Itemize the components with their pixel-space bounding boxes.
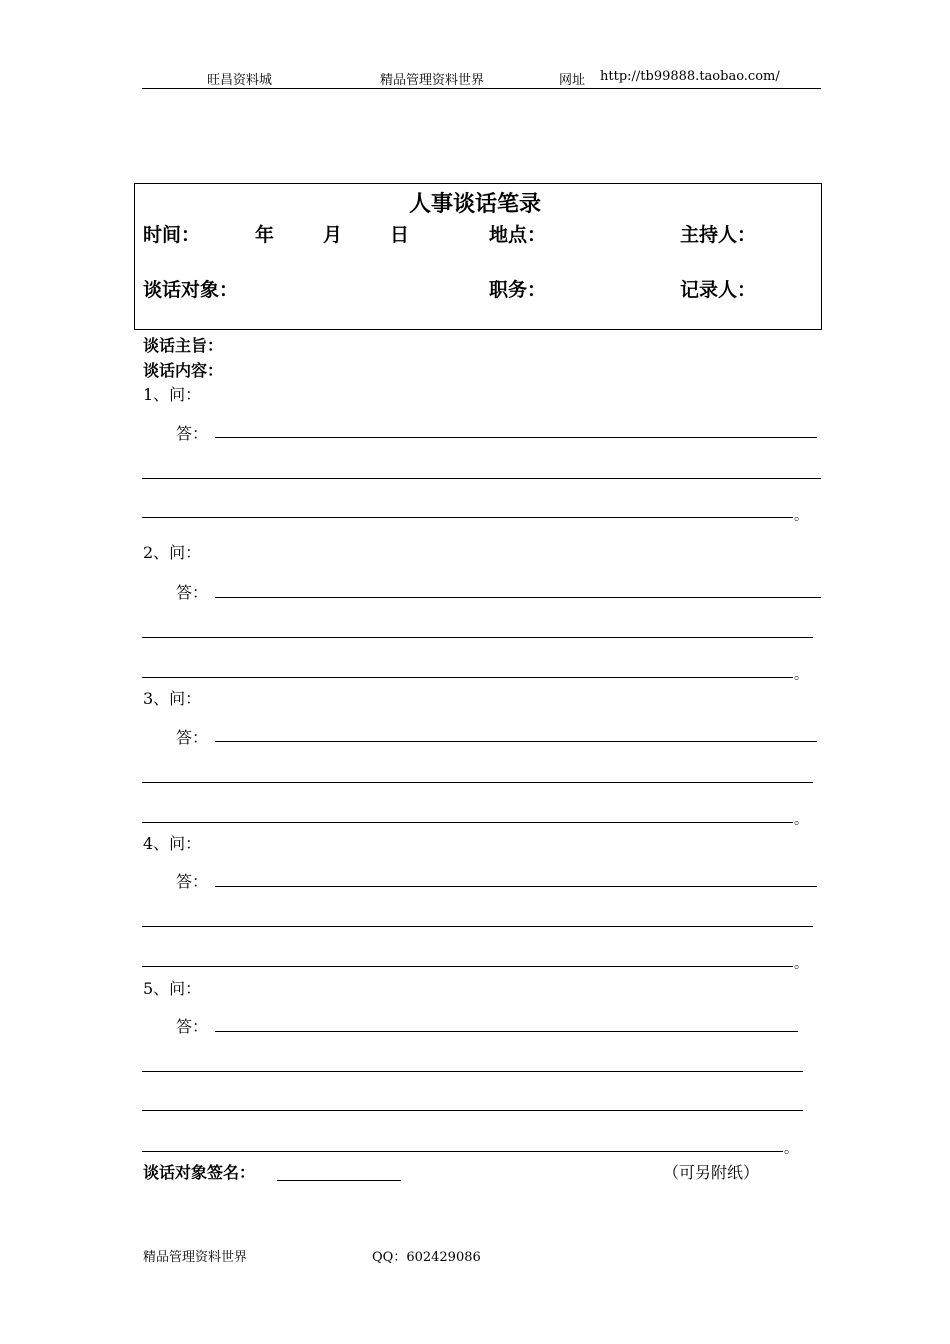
period-mark: 。 xyxy=(784,1141,798,1157)
footer-qq: QQ：602429086 xyxy=(372,1250,481,1265)
form-title: 人事谈话笔录 xyxy=(408,192,541,217)
period-mark: 。 xyxy=(794,508,808,524)
question-label: 4、问： xyxy=(143,834,202,853)
purpose-label: 谈话主旨： xyxy=(143,336,224,355)
subject-label: 谈话对象： xyxy=(143,279,239,301)
answer-line[interactable] xyxy=(142,822,793,823)
answer-line[interactable] xyxy=(142,637,813,638)
question-label: 5、问： xyxy=(143,979,202,998)
answer-line[interactable] xyxy=(142,478,821,479)
answer-line[interactable] xyxy=(215,886,817,887)
period-mark: 。 xyxy=(794,956,808,972)
header-url-label: 网址 xyxy=(559,73,586,88)
question-label: 3、问： xyxy=(143,689,202,708)
day-label: 日 xyxy=(390,224,410,246)
answer-label: 答： xyxy=(176,1017,209,1036)
year-label: 年 xyxy=(255,224,275,246)
month-label: 月 xyxy=(323,224,343,246)
period-mark: 。 xyxy=(794,667,808,683)
time-label: 时间： xyxy=(143,224,201,246)
answer-line[interactable] xyxy=(215,1031,798,1032)
answer-line[interactable] xyxy=(142,1151,783,1152)
answer-label: 答： xyxy=(176,424,209,443)
period-mark: 。 xyxy=(794,812,808,828)
answer-label: 答： xyxy=(176,872,209,891)
answer-label: 答： xyxy=(176,728,209,747)
footer-slogan: 精品管理资料世界 xyxy=(143,1250,248,1265)
answer-line[interactable] xyxy=(142,517,793,518)
answer-line[interactable] xyxy=(142,1071,803,1072)
answer-line[interactable] xyxy=(142,966,793,967)
position-label: 职务： xyxy=(489,279,547,301)
answer-line[interactable] xyxy=(142,782,813,783)
content-label: 谈话内容： xyxy=(143,361,224,380)
answer-line[interactable] xyxy=(215,597,821,598)
answer-line[interactable] xyxy=(215,437,817,438)
question-label: 1、问： xyxy=(143,385,202,404)
place-label: 地点： xyxy=(489,224,547,246)
answer-line[interactable] xyxy=(215,741,817,742)
answer-line[interactable] xyxy=(142,1110,803,1111)
host-label: 主持人： xyxy=(680,224,757,246)
signature-line[interactable] xyxy=(277,1180,401,1181)
answer-label: 答： xyxy=(176,583,209,602)
recorder-label: 记录人： xyxy=(680,279,757,301)
header-url[interactable]: http://tb99888.taobao.com/ xyxy=(600,69,780,84)
attach-note: （可另附纸） xyxy=(663,1163,760,1182)
signature-label: 谈话对象签名： xyxy=(143,1163,256,1182)
header-divider xyxy=(142,88,821,89)
question-label: 2、问： xyxy=(143,543,202,562)
answer-line[interactable] xyxy=(142,926,813,927)
header-shop-name: 旺昌资料城 xyxy=(207,73,273,88)
answer-line[interactable] xyxy=(142,677,793,678)
header-slogan: 精品管理资料世界 xyxy=(380,73,485,88)
